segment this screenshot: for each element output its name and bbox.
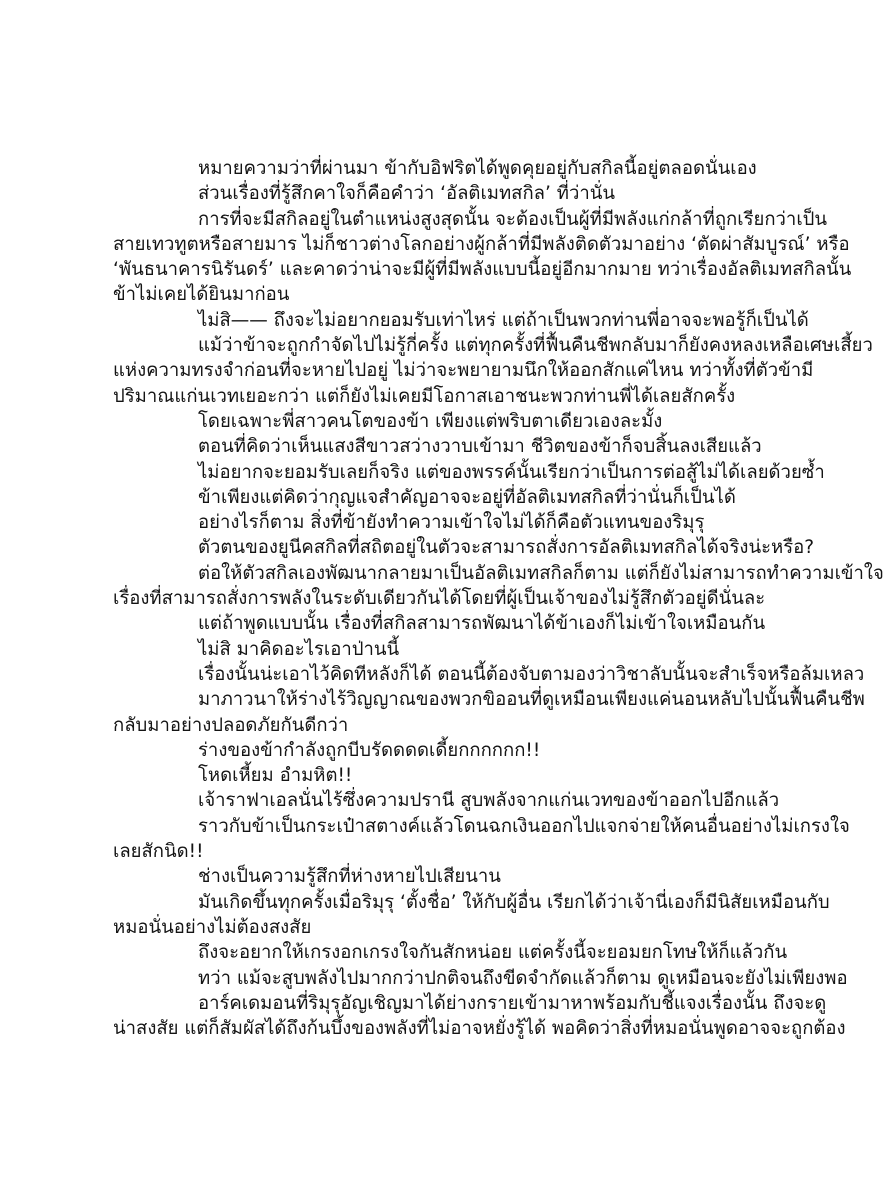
text-line: แต่ถ้าพูดแบบนั้น เรื่องที่สกิลสามารถพัฒนาได้ข้าเองก็ไม่เข้าใจเหมือนกัน bbox=[198, 613, 766, 635]
text-line: โหดเหี้ยม อำมหิต!! bbox=[198, 765, 353, 787]
text-line: สายเทวทูตหรือสายมาร ไม่ก็ชาวต่างโลกอย่างผู้กล้าที่มีพลังติดตัวมาอย่าง ‘ตัดผ่าสัมบูรณ์’ หรือ bbox=[113, 233, 850, 255]
text-line: แม้ว่าข้าจะถูกกำจัดไปไม่รู้กี่ครั้ง แต่ทุกครั้งที่ฟื้นคืนชีพกลับมาก็ยังคงหลงเหลือเศษเสี้ยว bbox=[198, 335, 873, 357]
text-line: ไม่สิ—— ถึงจะไม่อยากยอมรับเท่าไหร่ แต่ถ้าเป็นพวกท่านพี่อาจจะพอรู้ก็เป็นได้ bbox=[198, 309, 809, 331]
text-line: ตอนที่คิดว่าเห็นแสงสีขาวสว่างวาบเข้ามา ชีวิตของข้าก็จบสิ้นลงเสียแล้ว bbox=[198, 436, 762, 458]
text-line: ถึงจะอยากให้เกรงอกเกรงใจกันสักหน่อย แต่ครั้งนี้จะยอมยกโทษให้ก็แล้วกัน bbox=[198, 942, 788, 964]
text-line: เจ้าราฟาเอลนั่นไร้ซึ่งความปรานี สูบพลังจากแก่นเวทของข้าออกไปอีกแล้ว bbox=[198, 790, 780, 812]
text-line: ไม่สิ มาคิดอะไรเอาป่านนี้ bbox=[198, 638, 400, 660]
text-line: โดยเฉพาะพี่สาวคนโตของข้า เพียงแต่พริบตาเดียวเองละมั้ง bbox=[198, 410, 663, 432]
text-line: เลยสักนิด!! bbox=[113, 841, 204, 863]
text-line: ตัวตนของยูนีคสกิลที่สถิตอยู่ในตัวจะสามารถสั่งการอัลติเมทสกิลได้จริงน่ะหรือ? bbox=[198, 537, 815, 559]
text-line: อาร์คเดมอนที่ริมุรุอัญเชิญมาได้ย่างกรายเข้ามาหาพร้อมกับชี้แจงเรื่องนั้น ถึงจะดู bbox=[198, 992, 827, 1014]
novel-text-block bbox=[113, 156, 884, 1041]
text-line: แห่งความทรงจำก่อนที่จะหายไปอยู่ ไม่ว่าจะพยายามนึกให้ออกสักแค่ไหน ทว่าทั้งที่ตัวข้ามี bbox=[113, 360, 814, 382]
text-line: กลับมาอย่างปลอดภัยกันดีกว่า bbox=[113, 714, 349, 736]
text-line: อย่างไรก็ตาม สิ่งที่ข้ายังทำความเข้าใจไม่ได้ก็คือตัวแทนของริมุรุ bbox=[198, 512, 705, 534]
text-line: ช่างเป็นความรู้สึกที่ห่างหายไปเสียนาน bbox=[198, 866, 501, 888]
text-line: น่าสงสัย แต่ก็สัมผัสได้ถึงก้นบึ้งของพลังที่ไม่อาจหยั่งรู้ได้ พอคิดว่าสิ่งที่หมอนั่นพูดอาจจะถูกต้อง bbox=[113, 1018, 846, 1040]
text-line: เรื่องที่สามารถสั่งการพลังในระดับเดียวกันได้โดยที่ผู้เป็นเจ้าของไม่รู้สึกตัวอยู่ดีนั่นละ bbox=[113, 588, 766, 610]
text-line: หมอนั่นอย่างไม่ต้องสงสัย bbox=[113, 916, 312, 938]
text-line: ‘พันธนาคารนิรันดร์’ และคาดว่าน่าจะมีผู้ที่มีพลังแบบนี้อยู่อีกมากมาย ทว่าเรื่องอัลติเมทสกิลนั้น bbox=[113, 259, 852, 281]
text-line: ปริมาณแก่นเวทเยอะกว่า แต่ก็ยังไม่เคยมีโอกาสเอาชนะพวกท่านพี่ได้เลยสักครั้ง bbox=[113, 385, 736, 407]
text-line: ข้าไม่เคยได้ยินมาก่อน bbox=[113, 284, 290, 306]
text-line: ข้าเพียงแต่คิดว่ากุญแจสำคัญอาจจะอยู่ที่อัลติเมทสกิลที่ว่านั่นก็เป็นได้ bbox=[198, 486, 736, 508]
text-line: เรื่องนั้นน่ะเอาไว้คิดทีหลังก็ได้ ตอนนี้ต้องจับตามองว่าวิชาลับนั้นจะสำเร็จหรือล้มเหลว bbox=[198, 663, 865, 685]
text-line: ร่างของข้ากำลังถูกบีบรัดดดดเดี้ยกกกกกก!! bbox=[198, 739, 541, 761]
text-line: มาภาวนาให้ร่างไร้วิญญาณของพวกขิออนที่ดูเหมือนเพียงแค่นอนหลับไปนั้นฟื้นคืนชีพ bbox=[198, 689, 865, 711]
text-line: หมายความว่าที่ผ่านมา ข้ากับอิฟริตได้พูดคุยอยู่กับสกิลนี้อยู่ตลอดนั่นเอง bbox=[198, 158, 757, 179]
text-line: ส่วนเรื่องที่รู้สึกคาใจก็คือคำว่า ‘อัลติเมทสกิล’ ที่ว่านั่น bbox=[198, 183, 616, 205]
text-line: ทว่า แม้จะสูบพลังไปมากกว่าปกติจนถึงขีดจำกัดแล้วก็ตาม ดูเหมือนจะยังไม่เพียงพอ bbox=[198, 967, 848, 989]
text-line: มันเกิดขึ้นทุกครั้งเมื่อริมุรุ ‘ตั้งชื่อ’ ให้กับผู้อื่น เรียกได้ว่าเจ้านี่เองก็มีนิสัยเหมือนกับ bbox=[198, 891, 830, 913]
text-line: ต่อให้ตัวสกิลเองพัฒนากลายมาเป็นอัลติเมทสกิลก็ตาม แต่ก็ยังไม่สามารถทำความเข้าใจ bbox=[198, 562, 884, 584]
text-line: การที่จะมีสกิลอยู่ในตำแหน่งสูงสุดนั้น จะต้องเป็นผู้ที่มีพลังแก่กล้าที่ถูกเรียกว่าเป็น bbox=[198, 208, 828, 230]
text-line: ไม่อยากจะยอมรับเลยก็จริง แต่ของพรรค์นั้นเรียกว่าเป็นการต่อสู้ไม่ได้เลยด้วยซ้ำ bbox=[198, 461, 825, 483]
text-line: ราวกับข้าเป็นกระเป๋าสตางค์แล้วโดนฉกเงินออกไปแจกจ่ายให้คนอื่นอย่างไม่เกรงใจ bbox=[198, 815, 850, 837]
